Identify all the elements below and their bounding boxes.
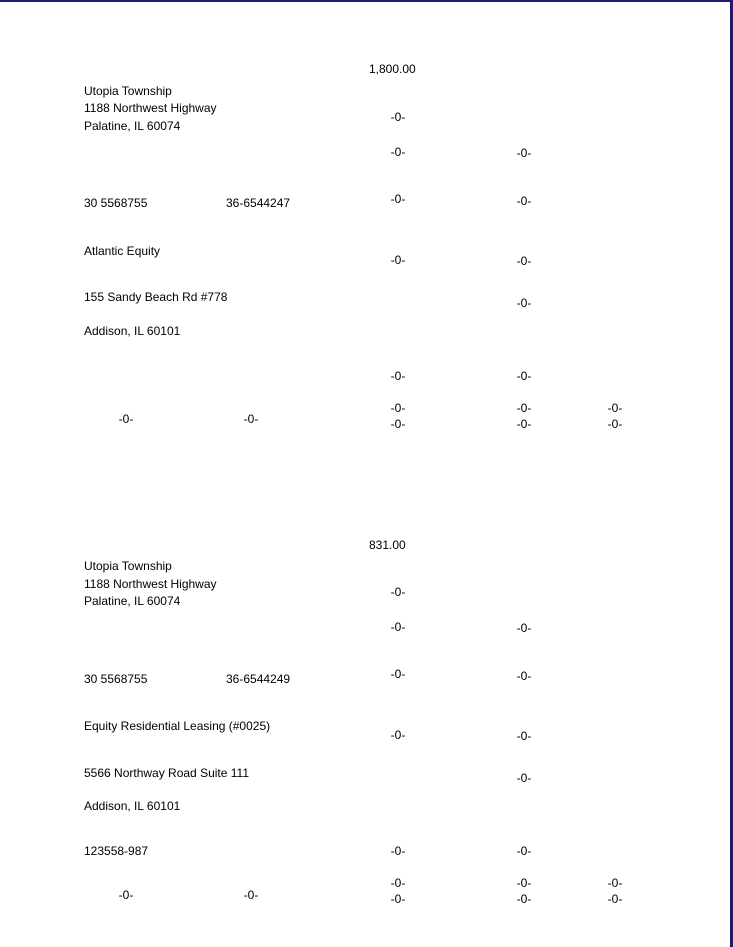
box-value: -0- [390,892,406,906]
box-value: -0- [390,876,406,890]
recipient-city-state-zip: Addison, IL 60101 [84,799,181,813]
box-value: -0- [390,728,406,742]
payer-address: 1188 Northwest Highway [84,577,217,591]
box-value: -0- [516,401,532,415]
box-value: -0- [243,888,259,902]
recipient-name: Atlantic Equity [84,244,161,258]
box-value: -0- [516,771,532,785]
recipient-id: 36-6544247 [226,196,291,210]
recipient-id: 36-6544249 [226,672,291,686]
payer-name: Utopia Township [84,559,172,573]
box-value: -0- [516,194,532,208]
box-value: -0- [516,254,532,268]
box-value: -0- [390,253,406,267]
payer-name: Utopia Township [84,84,172,98]
box-value: -0- [390,401,406,415]
payment-amount: 1,800.00 [369,62,416,76]
box-value: -0- [516,844,532,858]
box-value: -0- [516,876,532,890]
box-value: -0- [390,620,406,634]
box-value: -0- [516,296,532,310]
box-value: -0- [607,876,623,890]
payer-federal-id: 30 5568755 [84,672,148,686]
payment-amount: 831.00 [369,538,406,552]
box-value: -0- [607,892,623,906]
box-value: -0- [390,417,406,431]
payer-federal-id: 30 5568755 [84,196,148,210]
box-value: -0- [390,145,406,159]
recipient-city-state-zip: Addison, IL 60101 [84,324,181,338]
account-number: 123558-987 [84,844,149,858]
box-value: -0- [390,369,406,383]
box-value: -0- [516,892,532,906]
box-value: -0- [390,667,406,681]
payer-city-state-zip: Palatine, IL 60074 [84,594,181,608]
recipient-address: 155 Sandy Beach Rd #778 [84,290,228,304]
recipient-name: Equity Residential Leasing (#0025) [84,719,271,733]
payer-city-state-zip: Palatine, IL 60074 [84,119,181,133]
box-value: -0- [118,888,134,902]
box-value: -0- [390,110,406,124]
box-value: -0- [390,844,406,858]
box-value: -0- [243,412,259,426]
box-value: -0- [607,401,623,415]
box-value: -0- [516,669,532,683]
box-value: -0- [516,146,532,160]
box-value: -0- [390,585,406,599]
box-value: -0- [516,621,532,635]
box-value: -0- [516,417,532,431]
box-value: -0- [118,412,134,426]
box-value: -0- [516,729,532,743]
box-value: -0- [516,369,532,383]
recipient-address: 5566 Northway Road Suite 111 [84,766,249,780]
payer-address: 1188 Northwest Highway [84,101,217,115]
box-value: -0- [607,417,623,431]
box-value: -0- [390,192,406,206]
